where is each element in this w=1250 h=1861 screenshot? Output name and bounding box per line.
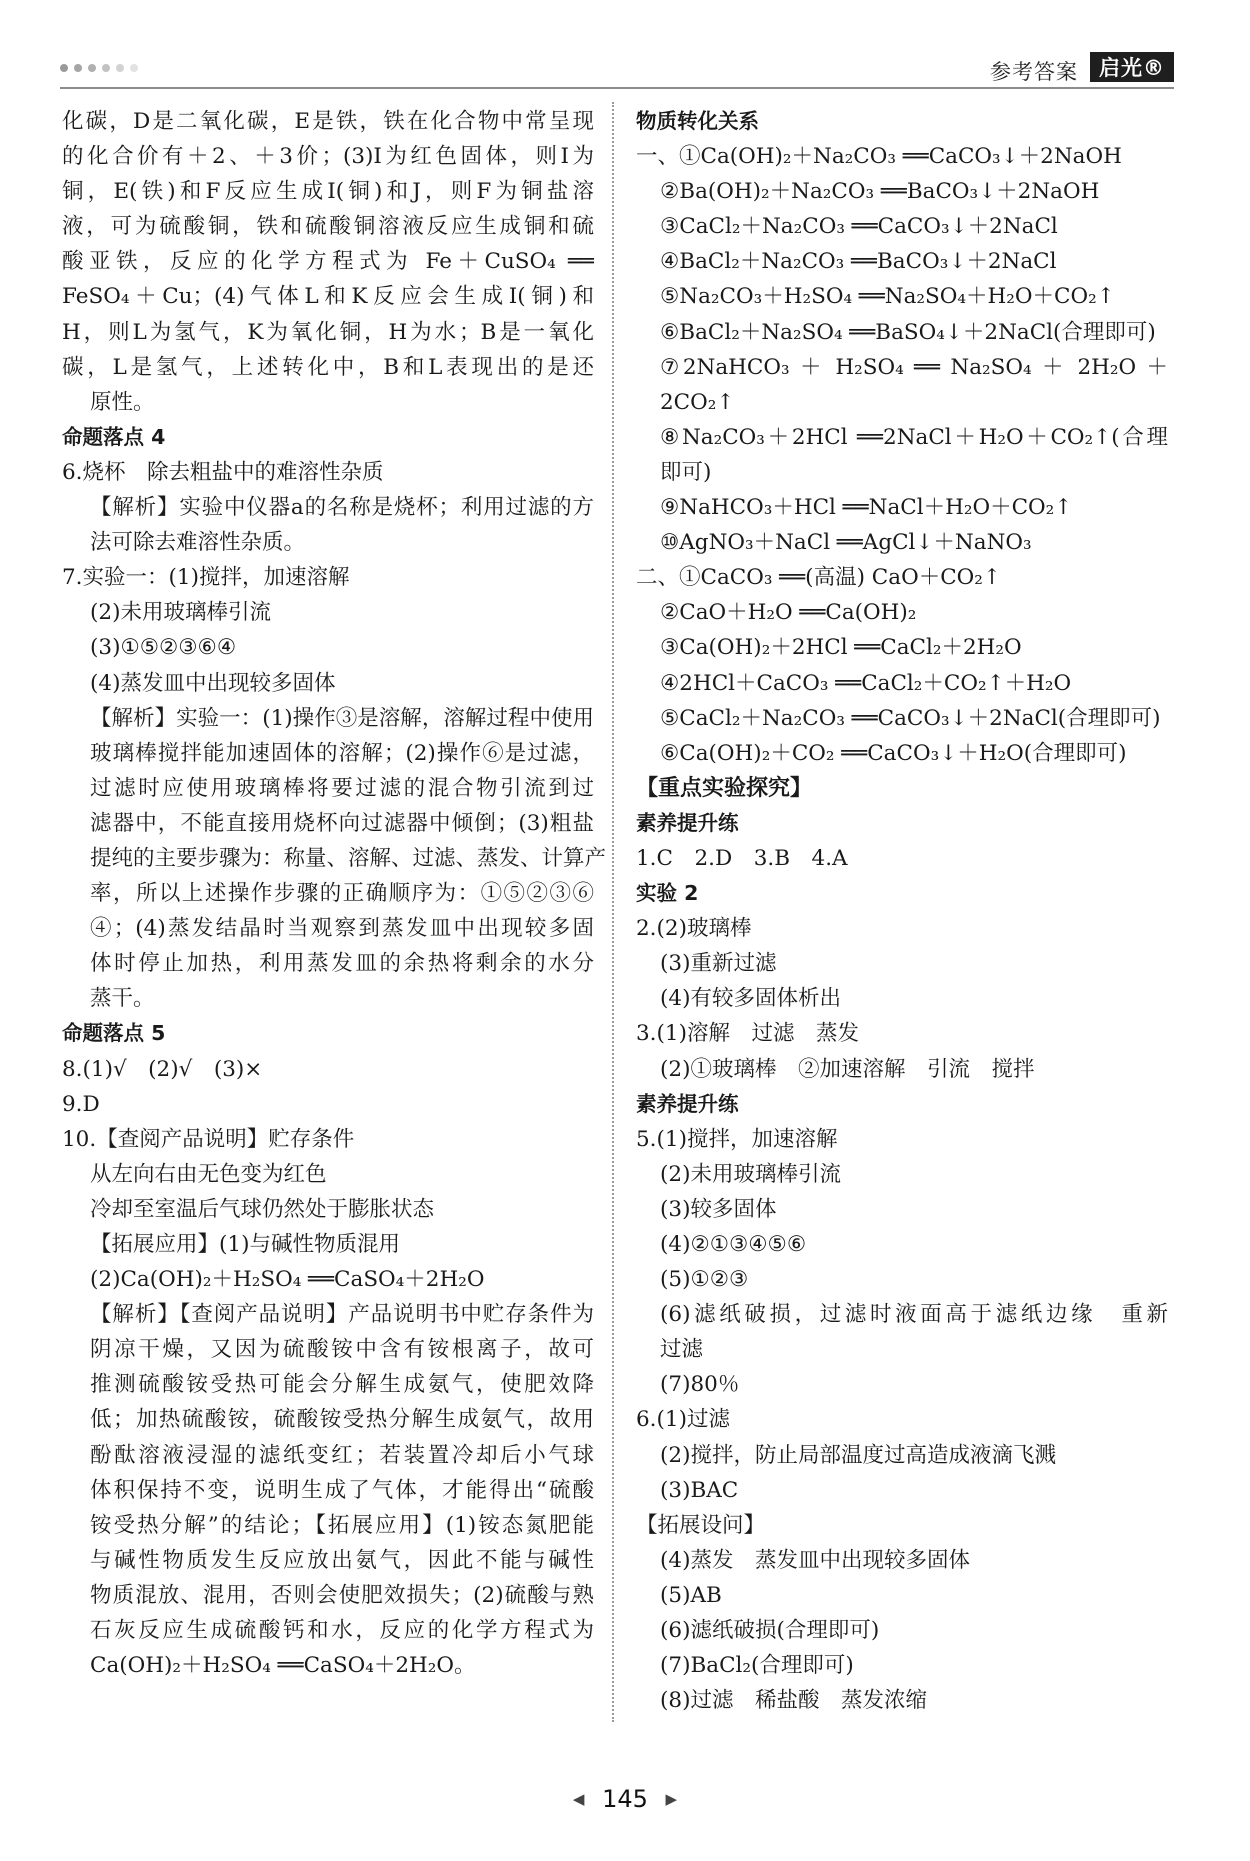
section-title: 【重点实验探究】: [636, 775, 813, 801]
header-rule: [60, 87, 1174, 89]
answer-line: 7.实验一：(1)搅拌，加速溶解: [62, 565, 350, 591]
prev-page-icon: ◀: [572, 1790, 585, 1808]
equation-line: ④2HCl＋CaCO₃ ══CaCl₂＋CO₂↑＋H₂O: [660, 670, 1072, 696]
equation-line: ⑦2NaHCO₃ ＋ H₂SO₄ ══ Na₂SO₄ ＋ 2H₂O ＋: [660, 354, 1168, 380]
analysis-line: 低；加热硫酸铵，硫酸铵受热分解生成氨气，故用: [90, 1407, 594, 1433]
right-column: [636, 104, 1168, 1718]
answer-line: 6.烧杯 除去粗盐中的难溶性杂质: [62, 459, 384, 485]
answer-line: 【拓展设问】: [636, 1512, 766, 1538]
header-title: 参考答案: [990, 60, 1078, 84]
equation-line: ⑨NaHCO₃＋HCl ══NaCl＋H₂O＋CO₂↑: [660, 495, 1073, 521]
equation-line: 二、①CaCO₃ ══(高温) CaO＋CO₂↑: [636, 565, 1001, 591]
answer-line: (2)Ca(OH)₂＋H₂SO₄ ══CaSO₄＋2H₂O: [90, 1267, 485, 1293]
answer-line: (7)80％: [660, 1372, 740, 1398]
page-header: [60, 52, 1174, 92]
answer-line: (5)AB: [660, 1582, 722, 1608]
header-dots-decoration: [60, 64, 138, 72]
answer-line: (8)过滤 稀盐酸 蒸发浓缩: [660, 1688, 927, 1714]
answer-line: 5.(1)搅拌，加速溶解: [636, 1126, 838, 1152]
answer-line: (4)有较多固体析出: [660, 986, 841, 1012]
analysis-line: 铵受热分解”的结论；【拓展应用】(1)铵态氮肥能: [90, 1512, 594, 1538]
equation-line: ⑤CaCl₂＋Na₂CO₃ ══CaCO₃↓＋2NaCl(合理即可): [660, 705, 1161, 731]
section-heading: 命题落点 4: [62, 424, 166, 449]
page-number: 145: [602, 1785, 648, 1813]
analysis-line: 酚酞溶液浸湿的滤纸变红；若装置冷却后小气球: [90, 1442, 594, 1468]
analysis-line: 率，所以上述操作步骤的正确顺序为：①⑤②③⑥: [90, 881, 594, 907]
answer-line: 8.(1)√ (2)√ (3)×: [62, 1056, 263, 1082]
answer-line: (7)BaCl₂(合理即可): [660, 1653, 854, 1679]
analysis-line: 物质混放、混用，否则会使肥效损失；(2)硫酸与熟: [90, 1582, 594, 1608]
analysis-line: Ca(OH)₂＋H₂SO₄ ══CaSO₄＋2H₂O。: [90, 1653, 476, 1679]
answer-line: (3)BAC: [660, 1477, 739, 1503]
analysis-line: ④；(4)蒸发结晶时当观察到蒸发皿中出现较多固: [90, 916, 594, 942]
equation-line: ⑩AgNO₃＋NaCl ══AgCl↓＋NaNO₃: [660, 530, 1032, 556]
analysis-line: 推测硫酸铵受热可能会分解生成氨气，使肥效降: [90, 1372, 594, 1398]
equation-line: 2CO₂↑: [660, 389, 735, 415]
equation-line: ⑥BaCl₂＋Na₂SO₄ ══BaSO₄↓＋2NaCl(合理即可): [660, 319, 1156, 345]
answer-line: (4)蒸发皿中出现较多固体: [90, 670, 336, 696]
answer-line: (2)搅拌，防止局部温度过高造成液滴飞溅: [660, 1442, 1056, 1468]
answer-line: 冷却至室温后气球仍然处于膨胀状态: [90, 1196, 435, 1222]
equation-line: ⑤Na₂CO₃＋H₂SO₄ ══Na₂SO₄＋H₂O＋CO₂↑: [660, 284, 1115, 310]
answer-line: 2.(2)玻璃棒: [636, 916, 752, 942]
text-line: 碳，L是氢气，上述转化中，B和L表现出的是还: [62, 354, 594, 380]
text-line: 原性。: [90, 389, 155, 415]
answer-line: 9.D: [62, 1091, 100, 1117]
answer-line: 【拓展应用】(1)与碱性物质混用: [90, 1232, 400, 1257]
text-line: H，则L为氢气，K为氧化铜，H为水；B是一氧化: [62, 319, 594, 345]
analysis-line: 石灰反应生成硫酸钙和水，反应的化学方程式为: [90, 1618, 594, 1644]
answer-line: 1.C 2.D 3.B 4.A: [636, 845, 848, 871]
equation-line: ④BaCl₂＋Na₂CO₃ ══BaCO₃↓＋2NaCl: [660, 249, 1057, 275]
section-heading: 物质转化关系: [636, 109, 759, 133]
section-heading: 实验 2: [636, 881, 699, 906]
equation-line: ②Ba(OH)₂＋Na₂CO₃ ══BaCO₃↓＋2NaOH: [660, 179, 1100, 205]
brand-logo: 启光®: [1090, 52, 1174, 82]
equation-line: ③CaCl₂＋Na₂CO₃ ══CaCO₃↓＋2NaCl: [660, 214, 1058, 240]
analysis-line: 【解析】【查阅产品说明】产品说明书中贮存条件为: [90, 1302, 594, 1328]
text-line: FeSO₄＋Cu；(4)气体L和K反应会生成I(铜)和: [62, 284, 594, 310]
answer-line: 从左向右由无色变为红色: [90, 1161, 327, 1187]
answer-line: 10.【查阅产品说明】贮存条件: [62, 1126, 355, 1152]
next-page-icon: ▶: [665, 1790, 678, 1808]
answer-line: (2)①玻璃棒 ②加速溶解 引流 搅拌: [660, 1056, 1035, 1082]
analysis-line: 玻璃棒搅拌能加速固体的溶解；(2)操作⑥是过滤，: [90, 740, 594, 766]
analysis-line: 滤器中，不能直接用烧杯向过滤器中倾倒；(3)粗盐: [90, 810, 594, 836]
text-line: 酸亚铁，反应的化学方程式为 Fe＋CuSO₄ ══: [62, 249, 594, 275]
answer-line: (4)②①③④⑤⑥: [660, 1232, 807, 1257]
answer-line: (2)未用玻璃棒引流: [90, 600, 271, 626]
analysis-line: 提纯的主要步骤为：称量、溶解、过滤、蒸发、计算产: [90, 845, 607, 871]
text-line: 的化合价有＋2、＋3价；(3)I为红色固体，则I为: [62, 144, 594, 170]
analysis-line: 【解析】实验一：(1)操作③是溶解，溶解过程中使用: [90, 705, 594, 731]
answer-line: (6)滤纸破损，过滤时液面高于滤纸边缘 重新: [660, 1302, 1168, 1328]
text-line: 化碳，D是二氧化碳，E是铁，铁在化合物中常呈现: [62, 109, 594, 134]
answer-line: (4)蒸发 蒸发皿中出现较多固体: [660, 1547, 970, 1573]
answer-line: 6.(1)过滤: [636, 1407, 730, 1433]
equation-line: ⑧Na₂CO₃＋2HCl ══2NaCl＋H₂O＋CO₂↑(合理: [660, 424, 1168, 450]
analysis-line: 体时停止加热，利用蒸发皿的余热将剩余的水分: [90, 951, 594, 977]
answer-line: (6)滤纸破损(合理即可): [660, 1618, 880, 1644]
answer-line: (5)①②③: [660, 1267, 749, 1293]
left-column: [62, 104, 607, 1683]
analysis-line: 【解析】实验中仪器a的名称是烧杯；利用过滤的方: [90, 495, 594, 521]
analysis-line: 蒸干。: [90, 986, 155, 1012]
analysis-line: 法可除去难溶性杂质。: [90, 530, 306, 556]
page-footer: [0, 1785, 1250, 1813]
answer-line: 3.(1)溶解 过滤 蒸发: [636, 1021, 859, 1047]
analysis-line: 过滤时应使用玻璃棒将要过滤的混合物引流到过: [90, 775, 594, 801]
answer-line: (3)较多固体: [660, 1196, 777, 1222]
text-line: 铜，E(铁)和F反应生成I(铜)和J，则F为铜盐溶: [62, 179, 594, 205]
section-heading: 素养提升练: [636, 1091, 739, 1116]
analysis-line: 与碱性物质发生反应放出氨气，因此不能与碱性: [90, 1547, 594, 1573]
section-heading: 素养提升练: [636, 810, 739, 835]
equation-line: ②CaO＋H₂O ══Ca(OH)₂: [660, 600, 917, 626]
analysis-line: 体积保持不变，说明生成了气体，才能得出“硫酸: [90, 1477, 594, 1503]
equation-line: ⑥Ca(OH)₂＋CO₂ ══CaCO₃↓＋H₂O(合理即可): [660, 740, 1127, 766]
equation-line: 即可): [660, 459, 712, 485]
answer-line: (2)未用玻璃棒引流: [660, 1161, 841, 1187]
answer-line: 过滤: [660, 1337, 704, 1363]
analysis-line: 阴凉干燥，又因为硫酸铵中含有铵根离子，故可: [90, 1337, 594, 1363]
column-divider: [612, 102, 614, 1722]
answer-line: (3)重新过滤: [660, 951, 777, 977]
section-heading: 命题落点 5: [62, 1021, 166, 1046]
equation-line: ③Ca(OH)₂＋2HCl ══CaCl₂＋2H₂O: [660, 635, 1022, 661]
equation-line: 一、①Ca(OH)₂＋Na₂CO₃ ══CaCO₃↓＋2NaOH: [636, 144, 1122, 170]
text-line: 液，可为硫酸铜，铁和硫酸铜溶液反应生成铜和硫: [62, 214, 594, 240]
answer-line: (3)①⑤②③⑥④: [90, 635, 237, 661]
